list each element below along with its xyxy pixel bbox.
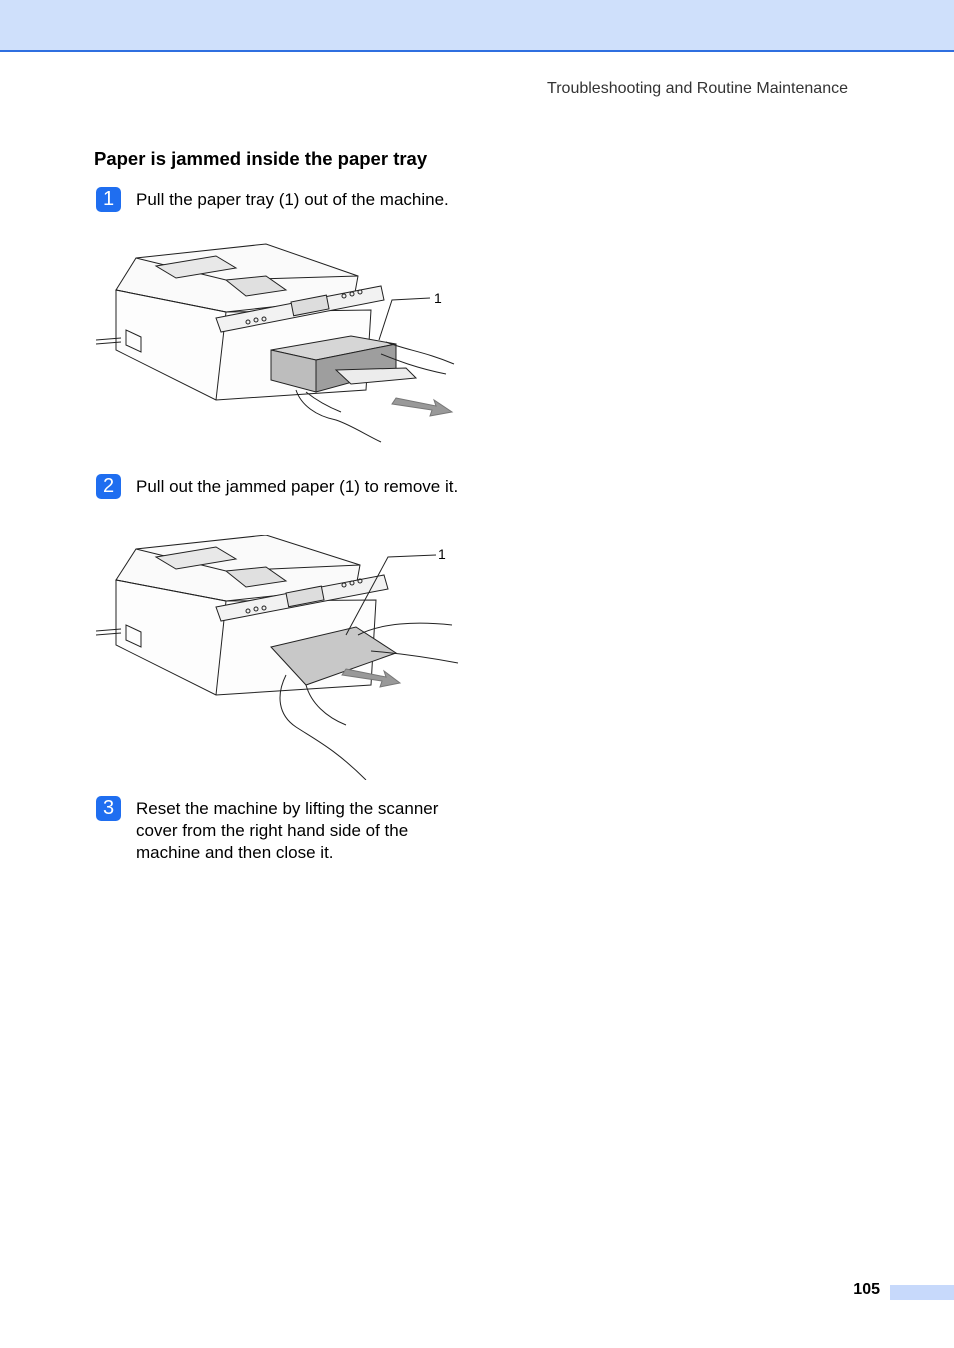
page-tab-marker — [890, 1285, 954, 1300]
section-title: Paper is jammed inside the paper tray — [94, 148, 428, 169]
callout-label: 1 — [434, 290, 442, 306]
callout-label: 1 — [438, 546, 446, 562]
step-number-badge: 3 — [96, 796, 121, 821]
step-number-badge: 1 — [96, 187, 121, 212]
step-text: Pull the paper tray (1) out of the machine. — [136, 190, 449, 209]
step-number-badge: 2 — [96, 474, 121, 499]
step-text: Pull out the jammed paper (1) to remove it. — [136, 477, 459, 496]
printer-jam-illustration — [96, 535, 466, 780]
printer-tray-illustration — [96, 240, 466, 445]
figure-remove-jammed-paper — [96, 535, 466, 780]
running-header: Troubleshooting and Routine Maintenance — [547, 80, 848, 97]
figure-pull-paper-tray — [96, 240, 466, 445]
page-number: 105 — [853, 1281, 880, 1298]
step-text: Reset the machine by lifting the scanner cover from the right hand side of the machine and then close it. — [136, 799, 439, 862]
top-header-band — [0, 0, 954, 52]
